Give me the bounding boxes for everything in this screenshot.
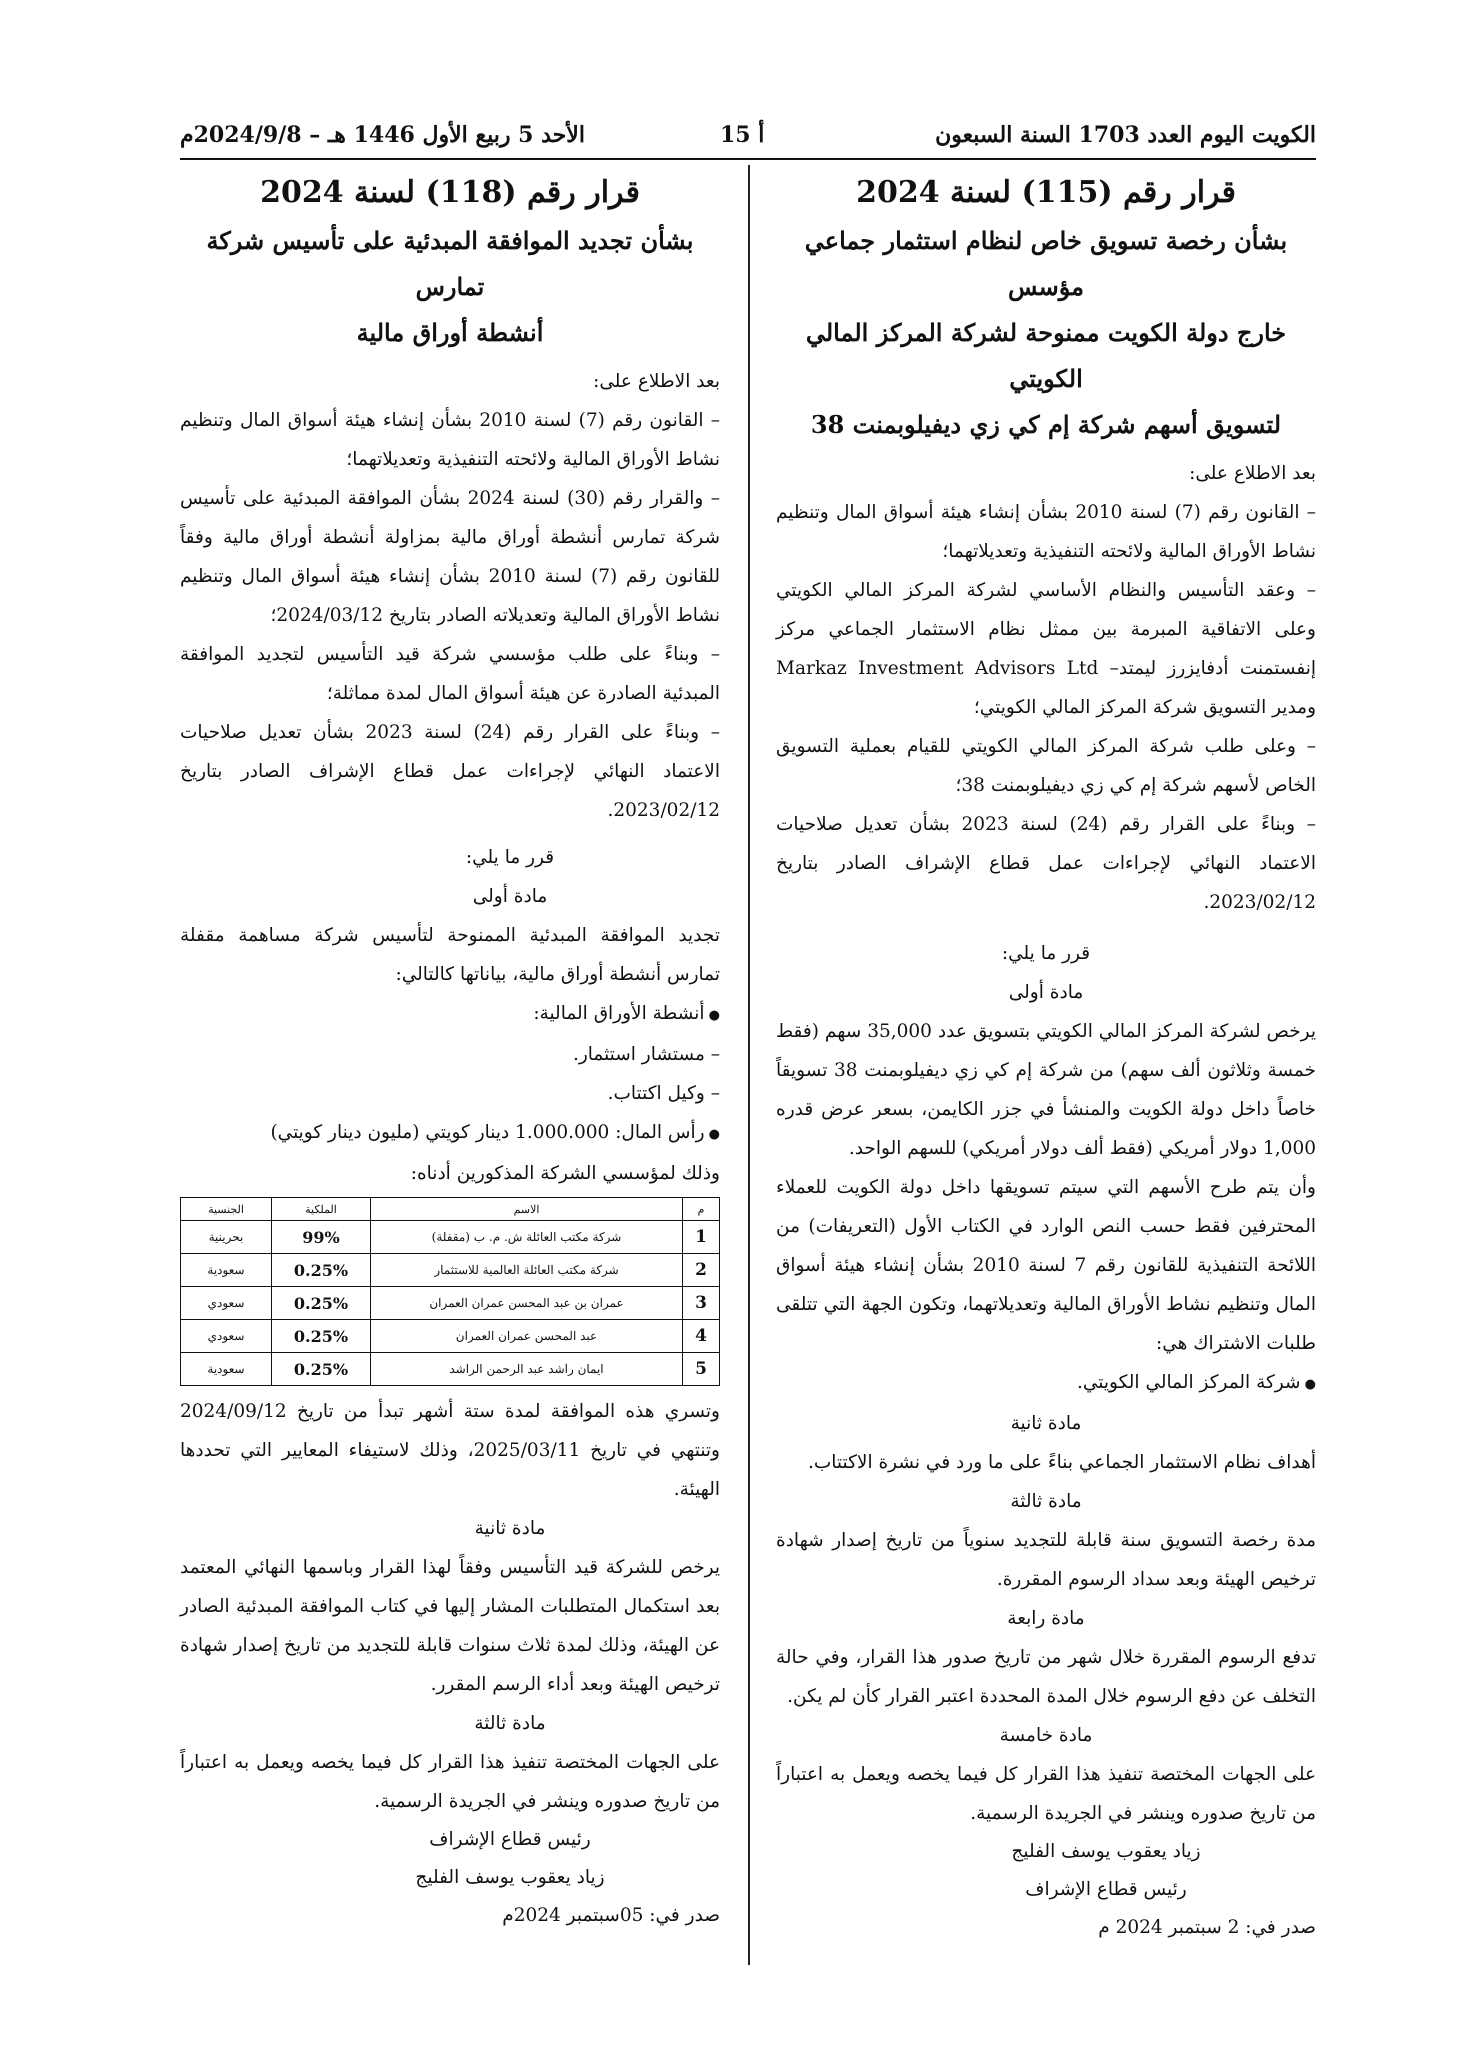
article-heading: مادة أولى: [1008, 982, 1084, 1003]
signatory-title: رئيس قطاع الإشراف: [1025, 1879, 1187, 1900]
col-header-name: الاسم: [371, 1198, 683, 1221]
decision-115-subtitle-3: لتسويق أسهم شركة إم كي زي ديفيلوبمنت 38: [810, 410, 1282, 439]
article-heading: مادة ثانية: [1010, 1413, 1082, 1434]
preamble-item: – القانون رقم (7) لسنة 2010 بشأن إنشاء هيئة أسواق المال وتنظيم نشاط الأوراق المالية ولائحته التنفيذية وتعديلاتهما؛: [776, 502, 1316, 562]
article-text: تدفع الرسوم المقررة خلال شهر من تاريخ صدور هذا القرار، وفي حالة التخلف عن دفع الرسوم خلال المدة المحددة اعتبر القرار كأن لم يكن.: [776, 1647, 1316, 1707]
cell-ownership: 0.25%: [272, 1320, 371, 1353]
cell-number: 1: [683, 1221, 720, 1254]
cell-name: شركة مكتب العائلة ش. م. ب (مقفلة): [371, 1221, 683, 1254]
article-text: على الجهات المختصة تنفيذ هذا القرار كل فيما يخصه ويعمل به اعتباراً من تاريخ صدوره وينشر في الجريدة الرسمية.: [776, 1764, 1316, 1824]
cell-ownership: 99%: [272, 1221, 371, 1254]
decision-115-subtitle-2: خارج دولة الكويت ممنوحة لشركة المركز المالي الكويتي: [805, 318, 1287, 393]
article-text: تجديد الموافقة المبدئية الممنوحة لتأسيس شركة مساهمة مقفلة تمارس أنشطة أوراق مالية، بياناتها كالتالي:: [180, 925, 720, 985]
header-page-number: أ 15: [720, 122, 765, 148]
preamble-intro: بعد الاطلاع على:: [1189, 463, 1316, 484]
signatory-name: زياد يعقوب يوسف الفليج: [1011, 1841, 1201, 1862]
cell-ownership: 0.25%: [272, 1287, 371, 1320]
decision-115-title: قرار رقم (115) لسنة 2024: [856, 175, 1236, 210]
col-header-ownership: الملكية: [272, 1198, 371, 1221]
cell-nationality: سعودي: [181, 1320, 272, 1353]
cell-nationality: سعودي: [181, 1287, 272, 1320]
table-header-row: [181, 1198, 720, 1221]
cell-number: 3: [683, 1287, 720, 1320]
col-header-number: م: [683, 1198, 720, 1221]
activity-item: – مستشار استثمار.: [180, 1035, 720, 1074]
issue-date: صدر في: 05سبتمبر 2024م: [502, 1905, 720, 1926]
article-text: يرخص لشركة المركز المالي الكويتي بتسويق عدد 35,000 سهم (فقط خمسة وثلاثون ألف سهم) من شركة إم كي زي ديفيلوبمنت 38 تسويقاً خاصاً داخل دولة الكويت والمنشأ في جزر الكايمن، بسعر عرض قدره 1,000 دولار أمريكي (فقط ألف دولار أمريكي) للسهم الواحد.: [776, 1021, 1316, 1159]
signatory-title: رئيس قطاع الإشراف: [429, 1829, 591, 1850]
cell-name: عبد المحسن عمران العمران: [371, 1320, 683, 1353]
founders-intro: وذلك لمؤسسي الشركة المذكورين أدناه:: [410, 1163, 720, 1184]
article-text: أهداف نظام الاستثمار الجماعي بناءً على ما ورد في نشرة الاكتتاب.: [808, 1452, 1316, 1473]
cell-number: 2: [683, 1254, 720, 1287]
article-heading: مادة خامسة: [999, 1725, 1093, 1746]
table-row: [181, 1254, 720, 1287]
article-text: مدة رخصة التسويق سنة قابلة للتجديد سنوياً من تاريخ إصدار شهادة ترخيص الهيئة وبعد سداد الرسوم المقررة.: [776, 1530, 1316, 1590]
activity-item: – وكيل اكتتاب.: [180, 1074, 720, 1113]
preamble-item: – وبناءً على القرار رقم (24) لسنة 2023 بشأن تعديل صلاحيات الاعتماد النهائي لإجراءات عمل قطاع الإشراف الصادر بتاريخ 2023/02/12.: [180, 722, 720, 821]
table-row: [181, 1221, 720, 1254]
decision-118-subtitle-2: أنشطة أوراق مالية: [356, 318, 544, 347]
preamble-item: – القانون رقم (7) لسنة 2010 بشأن إنشاء هيئة أسواق المال وتنظيم نشاط الأوراق المالية ولائحته التنفيذية وتعديلاتهما؛: [180, 410, 720, 470]
article-heading: مادة أولى: [472, 886, 548, 907]
cell-ownership: 0.25%: [272, 1254, 371, 1287]
cell-nationality: سعودية: [181, 1353, 272, 1386]
preamble-item: – وبناءً على طلب مؤسسي شركة قيد التأسيس لتجديد الموافقة المبدئية الصادرة عن هيئة أسواق المال لمدة مماثلة؛: [180, 644, 720, 704]
article-heading: مادة ثانية: [474, 1518, 546, 1539]
preamble-intro: بعد الاطلاع على:: [593, 371, 720, 392]
signatory-name: زياد يعقوب يوسف الفليج: [415, 1867, 605, 1888]
issue-date: صدر في: 2 سبتمبر 2024 م: [1098, 1917, 1316, 1938]
article-heading: مادة ثالثة: [474, 1713, 546, 1734]
preamble-item: – والقرار رقم (30) لسنة 2024 بشأن الموافقة المبدئية على تأسيس شركة تمارس أنشطة أوراق مالية بمزاولة أنشطة أوراق مالية وفقاً للقانون رقم (7) لسنة 2010 بشأن إنشاء هيئة أسواق المال وتنظيم نشاط الأوراق المالية وتعديلاته الصادر بتاريخ 2024/03/12؛: [180, 488, 721, 626]
subscription-entity: ● شركة المركز المالي الكويتي.: [776, 1363, 1316, 1404]
col-header-nationality: الجنسية: [181, 1198, 272, 1221]
cell-name: شركة مكتب العائلة العالمية للاستثمار: [371, 1254, 683, 1287]
validity-text: وتسري هذه الموافقة لمدة ستة أشهر تبدأ من تاريخ 2024/09/12 وتنتهي في تاريخ 2025/03/11، وذلك لاستيفاء المعايير التي تحددها الهيئة.: [180, 1401, 720, 1500]
capital-line: ● رأس المال: 1.000.000 دينار كويتي (مليون دينار كويتي): [180, 1113, 720, 1154]
table-row: [181, 1353, 720, 1386]
page-header: [180, 118, 1316, 160]
decision-118-subtitle-1: بشأن تجديد الموافقة المبدئية على تأسيس شركة تمارس: [206, 226, 694, 301]
founders-table: [180, 1197, 720, 1386]
header-issue: الكويت اليوم العدد 1703 السنة السبعون: [935, 122, 1316, 148]
cell-name: عمران بن عبد المحسن عمران العمران: [371, 1287, 683, 1320]
article-text: وأن يتم طرح الأسهم التي سيتم تسويقها داخل دولة الكويت للعملاء المحترفين فقط حسب النص الوارد في الكتاب الأول (التعريفات) من اللائحة التنفيذية للقانون رقم 7 لسنة 2010 بشأن إنشاء هيئة أسواق المال وتنظيم نشاط الأوراق المالية وتعديلاتهما، وتكون الجهة التي تتلقى طلبات الاشتراك هي:: [776, 1177, 1317, 1354]
decision-115-subtitle-1: بشأن رخصة تسويق خاص لنظام استثمار جماعي مؤسس: [804, 226, 1288, 301]
decision-118-column: [180, 172, 720, 1935]
article-heading: مادة رابعة: [1007, 1608, 1085, 1629]
header-date: الأحد 5 ربيع الأول 1446 هـ – 2024/9/8م: [180, 122, 585, 148]
preamble-item: – وعقد التأسيس والنظام الأساسي لشركة المركز المالي الكويتي وعلى الاتفاقية المبرمة بين ممثل نظام الاستثمار الجماعي مركز إنفستمنت أدفايزرز ليمتد– Markaz Investment Advisors Ltd ومدير التسويق شركة المركز المالي الكويتي؛: [776, 580, 1317, 718]
decided-heading: قرر ما يلي:: [1001, 943, 1091, 964]
article-text: على الجهات المختصة تنفيذ هذا القرار كل فيما يخصه ويعمل به اعتباراً من تاريخ صدوره وينشر في الجريدة الرسمية.: [180, 1752, 720, 1812]
preamble-item: – وبناءً على القرار رقم (24) لسنة 2023 بشأن تعديل صلاحيات الاعتماد النهائي لإجراءات عمل قطاع الإشراف الصادر بتاريخ 2023/02/12.: [776, 814, 1316, 913]
activities-label: ● أنشطة الأوراق المالية:: [180, 994, 720, 1035]
column-divider: [748, 165, 750, 1965]
table-row: [181, 1287, 720, 1320]
preamble-item: – وعلى طلب شركة المركز المالي الكويتي للقيام بعملية التسويق الخاص لأسهم شركة إم كي زي ديفيلوبمنت 38؛: [776, 736, 1316, 796]
decision-115-column: [776, 172, 1316, 1947]
cell-name: ايمان راشد عبد الرحمن الراشد: [371, 1353, 683, 1386]
article-heading: مادة ثالثة: [1010, 1491, 1082, 1512]
decided-heading: قرر ما يلي:: [465, 847, 555, 868]
cell-number: 5: [683, 1353, 720, 1386]
decision-118-title: قرار رقم (118) لسنة 2024: [260, 175, 640, 210]
cell-nationality: سعودية: [181, 1254, 272, 1287]
cell-nationality: بحرينية: [181, 1221, 272, 1254]
article-text: يرخص للشركة قيد التأسيس وفقاً لهذا القرار وباسمها النهائي المعتمد بعد استكمال المتطلبات المشار إليها في كتاب الموافقة المبدئية الصادر عن الهيئة، وذلك لمدة ثلاث سنوات قابلة للتجديد من تاريخ إصدار شهادة ترخيص الهيئة وبعد أداء الرسم المقرر.: [180, 1557, 720, 1695]
table-row: [181, 1320, 720, 1353]
cell-ownership: 0.25%: [272, 1353, 371, 1386]
cell-number: 4: [683, 1320, 720, 1353]
